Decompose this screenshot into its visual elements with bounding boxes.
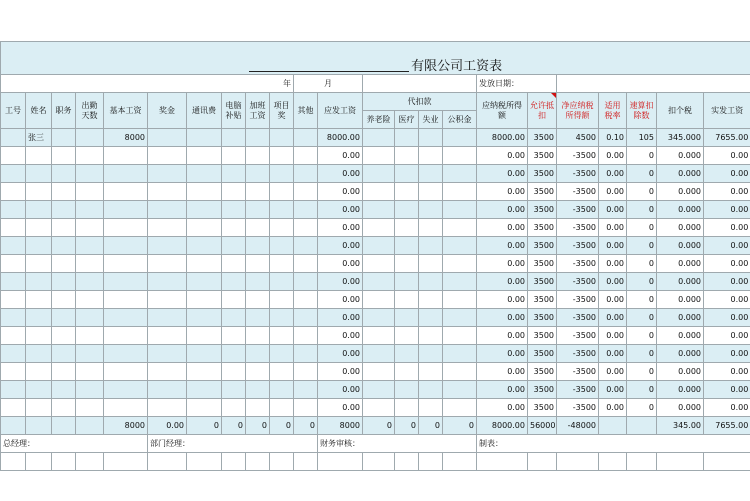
header-tax-rate: 适用税率 (599, 93, 627, 129)
cell-name: 张三 (26, 129, 52, 147)
cell-base-salary (104, 255, 148, 273)
blank-row (1, 453, 750, 471)
cell-taxable: 0.00 (477, 273, 528, 291)
cell-base-salary (104, 183, 148, 201)
cell-allowance: 3500 (528, 273, 557, 291)
cell-allowance: 3500 (528, 255, 557, 273)
cell-net-pay: 0.00 (704, 291, 750, 309)
cell-name (26, 273, 52, 291)
cell-allowance: 3500 (528, 165, 557, 183)
cell-base-salary (104, 273, 148, 291)
footer-gm: 总经理： (1, 435, 148, 453)
header-name: 姓名 (26, 93, 52, 129)
cell-tax: 0.000 (657, 255, 704, 273)
cell-gross: 0.00 (318, 237, 363, 255)
table-row (1, 399, 750, 417)
cell-allowance: 3500 (528, 237, 557, 255)
cell-allowance: 3500 (528, 399, 557, 417)
cell-allowance: 3500 (528, 219, 557, 237)
header-housing-fund: 公积金 (443, 111, 477, 129)
table-row (1, 183, 750, 201)
cell-quick-deduction: 0 (627, 363, 657, 381)
table-row (1, 273, 750, 291)
cell-allowance: 3500 (528, 381, 557, 399)
cell-base-salary (104, 147, 148, 165)
cell-name (26, 363, 52, 381)
cell-quick-deduction: 0 (627, 201, 657, 219)
header-quick-deduction: 速算扣除数 (627, 93, 657, 129)
header-medical: 医疗 (395, 111, 419, 129)
cell-net-taxable: -3500 (557, 381, 599, 399)
cell-allowance: 3500 (528, 345, 557, 363)
cell-quick-deduction: 0 (627, 165, 657, 183)
cell-name (26, 291, 52, 309)
cell-tax: 0.000 (657, 327, 704, 345)
cell-base-salary (104, 165, 148, 183)
header-other: 其他 (294, 93, 318, 129)
cell-taxable: 8000.00 (477, 129, 528, 147)
header-base-salary: 基本工资 (104, 93, 148, 129)
cell-gross: 0.00 (318, 309, 363, 327)
total-net-pay: 7655.00 (704, 417, 750, 435)
cell-gross: 0.00 (318, 183, 363, 201)
total-pension: 0 (363, 417, 395, 435)
cell-taxable: 0.00 (477, 147, 528, 165)
company-name-blank (249, 71, 409, 72)
cell-net-pay: 0.00 (704, 345, 750, 363)
total-gross: 8000 (318, 417, 363, 435)
cell-quick-deduction: 0 (627, 183, 657, 201)
cell-base-salary (104, 327, 148, 345)
cell-taxable: 0.00 (477, 219, 528, 237)
sheet-title: 有限公司工资表 (1, 42, 750, 75)
cell-net-taxable: -3500 (557, 219, 599, 237)
cell-base-salary (104, 219, 148, 237)
cell-tax-rate: 0.00 (599, 273, 627, 291)
header-attendance: 出勤天数 (76, 93, 104, 129)
cell-name (26, 381, 52, 399)
cell-net-pay: 0.00 (704, 237, 750, 255)
total-taxable: 8000.00 (477, 417, 528, 435)
cell-gross: 0.00 (318, 255, 363, 273)
cell-tax: 0.000 (657, 273, 704, 291)
cell-tax-rate: 0.00 (599, 345, 627, 363)
cell-net-pay: 0.00 (704, 327, 750, 345)
header-net-pay: 实发工资 (704, 93, 750, 129)
total-overtime: 0 (246, 417, 270, 435)
cell-net-pay: 0.00 (704, 309, 750, 327)
totals-row (1, 417, 750, 435)
cell-net-taxable: -3500 (557, 237, 599, 255)
cell-tax: 0.000 (657, 219, 704, 237)
cell-allowance: 3500 (528, 309, 557, 327)
cell-net-pay: 0.00 (704, 219, 750, 237)
signature-row (1, 435, 750, 453)
header-overtime: 加班工资 (246, 93, 270, 129)
table-row (1, 327, 750, 345)
cell-net-taxable: -3500 (557, 273, 599, 291)
cell-gross: 0.00 (318, 399, 363, 417)
total-base: 8000 (104, 417, 148, 435)
header-pension: 养老险 (363, 111, 395, 129)
cell-net-pay: 0.00 (704, 363, 750, 381)
total-medical: 0 (395, 417, 419, 435)
cell-tax: 0.000 (657, 309, 704, 327)
cell-allowance: 3500 (528, 363, 557, 381)
cell-quick-deduction: 0 (627, 345, 657, 363)
cell-tax: 345.000 (657, 129, 704, 147)
cell-quick-deduction: 0 (627, 309, 657, 327)
table-row (1, 129, 750, 147)
cell-taxable: 0.00 (477, 201, 528, 219)
cell-net-pay: 0.00 (704, 381, 750, 399)
cell-gross: 0.00 (318, 201, 363, 219)
cell-net-taxable: -3500 (557, 363, 599, 381)
cell-gross: 0.00 (318, 165, 363, 183)
cell-gross: 0.00 (318, 291, 363, 309)
total-bonus: 0.00 (148, 417, 187, 435)
cell-name (26, 237, 52, 255)
cell-tax: 0.000 (657, 147, 704, 165)
cell-name (26, 219, 52, 237)
cell-allowance: 3500 (528, 129, 557, 147)
cell-tax: 0.000 (657, 291, 704, 309)
cell-gross: 0.00 (318, 345, 363, 363)
cell-net-taxable: -3500 (557, 201, 599, 219)
cell-gross: 0.00 (318, 219, 363, 237)
table-row (1, 237, 750, 255)
header-position: 职务 (52, 93, 76, 129)
cell-tax-rate: 0.00 (599, 183, 627, 201)
cell-net-pay: 0.00 (704, 165, 750, 183)
cell-name (26, 327, 52, 345)
date-row (1, 75, 750, 93)
total-computer: 0 (222, 417, 246, 435)
cell-tax-rate: 0.00 (599, 399, 627, 417)
cell-tax-rate: 0.00 (599, 255, 627, 273)
cell-name (26, 165, 52, 183)
cell-taxable: 0.00 (477, 327, 528, 345)
cell-tax-rate: 0.00 (599, 147, 627, 165)
month-label: 月 (294, 75, 363, 93)
table-row (1, 381, 750, 399)
table-row (1, 201, 750, 219)
cell-net-pay: 0.00 (704, 201, 750, 219)
header-taxable: 应纳税所得额 (477, 93, 528, 129)
table-row (1, 363, 750, 381)
cell-tax-rate: 0.00 (599, 237, 627, 255)
cell-name (26, 183, 52, 201)
cell-name (26, 255, 52, 273)
cell-gross: 0.00 (318, 381, 363, 399)
cell-tax-rate: 0.00 (599, 165, 627, 183)
header-computer: 电脑补贴 (222, 93, 246, 129)
cell-quick-deduction: 0 (627, 273, 657, 291)
cell-gross: 0.00 (318, 273, 363, 291)
cell-tax: 0.000 (657, 363, 704, 381)
table-row (1, 291, 750, 309)
header-unemployment: 失业 (419, 111, 443, 129)
cell-name (26, 399, 52, 417)
cell-net-pay: 7655.00 (704, 129, 750, 147)
cell-net-taxable: -3500 (557, 165, 599, 183)
cell-quick-deduction: 0 (627, 147, 657, 165)
cell-tax: 0.000 (657, 345, 704, 363)
table-row (1, 165, 750, 183)
cell-tax: 0.000 (657, 201, 704, 219)
cell-net-taxable: -3500 (557, 255, 599, 273)
cell-taxable: 0.00 (477, 291, 528, 309)
salary-sheet (0, 41, 750, 471)
cell-taxable: 0.00 (477, 237, 528, 255)
cell-gross: 0.00 (318, 147, 363, 165)
cell-net-taxable: -3500 (557, 345, 599, 363)
cell-base-salary (104, 201, 148, 219)
cell-tax: 0.000 (657, 381, 704, 399)
cell-tax: 0.000 (657, 399, 704, 417)
table-row (1, 219, 750, 237)
year-label: 年 (1, 75, 294, 93)
cell-net-taxable: -3500 (557, 309, 599, 327)
cell-net-taxable: -3500 (557, 399, 599, 417)
cell-net-taxable: 4500 (557, 129, 599, 147)
cell-tax-rate: 0.00 (599, 309, 627, 327)
cell-name (26, 147, 52, 165)
cell-taxable: 0.00 (477, 183, 528, 201)
cell-net-pay: 0.00 (704, 147, 750, 165)
total-comm: 0 (187, 417, 222, 435)
cell-taxable: 0.00 (477, 255, 528, 273)
cell-net-taxable: -3500 (557, 327, 599, 345)
total-allowance: 56000 (528, 417, 557, 435)
cell-quick-deduction: 0 (627, 399, 657, 417)
cell-base-salary (104, 309, 148, 327)
header-allowance: 允许抵扣 (528, 93, 557, 129)
header-tax: 扣个税 (657, 93, 704, 129)
cell-net-pay: 0.00 (704, 273, 750, 291)
cell-tax: 0.000 (657, 165, 704, 183)
cell-net-taxable: -3500 (557, 183, 599, 201)
table-row (1, 255, 750, 273)
cell-tax: 0.000 (657, 237, 704, 255)
cell-gross: 8000.00 (318, 129, 363, 147)
cell-base-salary (104, 399, 148, 417)
cell-allowance: 3500 (528, 183, 557, 201)
header-gross: 应发工资 (318, 93, 363, 129)
cell-base-salary (104, 237, 148, 255)
cell-base-salary (104, 381, 148, 399)
cell-quick-deduction: 0 (627, 219, 657, 237)
pay-date-label: 发放日期： (477, 75, 557, 93)
cell-base-salary (104, 345, 148, 363)
footer-dept-manager: 部门经理： (148, 435, 318, 453)
header-bonus: 奖金 (148, 93, 187, 129)
cell-net-taxable: -3500 (557, 147, 599, 165)
cell-name (26, 309, 52, 327)
cell-taxable: 0.00 (477, 399, 528, 417)
header-comm-fee: 通讯费 (187, 93, 222, 129)
cell-net-pay: 0.00 (704, 183, 750, 201)
cell-taxable: 0.00 (477, 345, 528, 363)
cell-gross: 0.00 (318, 327, 363, 345)
table-row (1, 147, 750, 165)
cell-quick-deduction: 0 (627, 327, 657, 345)
cell-quick-deduction: 0 (627, 237, 657, 255)
table-row (1, 309, 750, 327)
cell-base-salary (104, 291, 148, 309)
cell-tax-rate: 0.00 (599, 219, 627, 237)
cell-tax-rate: 0.00 (599, 201, 627, 219)
cell-base-salary (104, 363, 148, 381)
table-row (1, 345, 750, 363)
header-row (1, 93, 750, 111)
cell-tax-rate: 0.10 (599, 129, 627, 147)
header-project: 项目奖 (270, 93, 294, 129)
cell-allowance: 3500 (528, 291, 557, 309)
footer-finance: 财务审核： (318, 435, 477, 453)
cell-quick-deduction: 105 (627, 129, 657, 147)
cell-allowance: 3500 (528, 327, 557, 345)
cell-net-pay: 0.00 (704, 399, 750, 417)
total-unemployment: 0 (419, 417, 443, 435)
cell-net-taxable: -3500 (557, 291, 599, 309)
total-other: 0 (294, 417, 318, 435)
cell-name (26, 201, 52, 219)
cell-tax-rate: 0.00 (599, 291, 627, 309)
cell-tax-rate: 0.00 (599, 381, 627, 399)
cell-allowance: 3500 (528, 201, 557, 219)
cell-name (26, 345, 52, 363)
cell-tax-rate: 0.00 (599, 363, 627, 381)
total-net-taxable: -48000 (557, 417, 599, 435)
data-rows (1, 129, 750, 417)
cell-net-pay: 0.00 (704, 255, 750, 273)
cell-tax: 0.000 (657, 183, 704, 201)
header-id: 工号 (1, 93, 26, 129)
cell-taxable: 0.00 (477, 381, 528, 399)
header-deductions: 代扣款 (363, 93, 477, 111)
cell-quick-deduction: 0 (627, 381, 657, 399)
title-row (1, 42, 750, 75)
header-net-taxable: 净应纳税所得额 (557, 93, 599, 129)
total-housing: 0 (443, 417, 477, 435)
cell-gross: 0.00 (318, 363, 363, 381)
total-project: 0 (270, 417, 294, 435)
footer-prepared: 制表： (477, 435, 750, 453)
cell-taxable: 0.00 (477, 309, 528, 327)
cell-taxable: 0.00 (477, 363, 528, 381)
cell-base-salary: 8000 (104, 129, 148, 147)
cell-allowance: 3500 (528, 147, 557, 165)
cell-tax-rate: 0.00 (599, 327, 627, 345)
cell-quick-deduction: 0 (627, 291, 657, 309)
total-tax: 345.00 (657, 417, 704, 435)
cell-quick-deduction: 0 (627, 255, 657, 273)
cell-taxable: 0.00 (477, 165, 528, 183)
